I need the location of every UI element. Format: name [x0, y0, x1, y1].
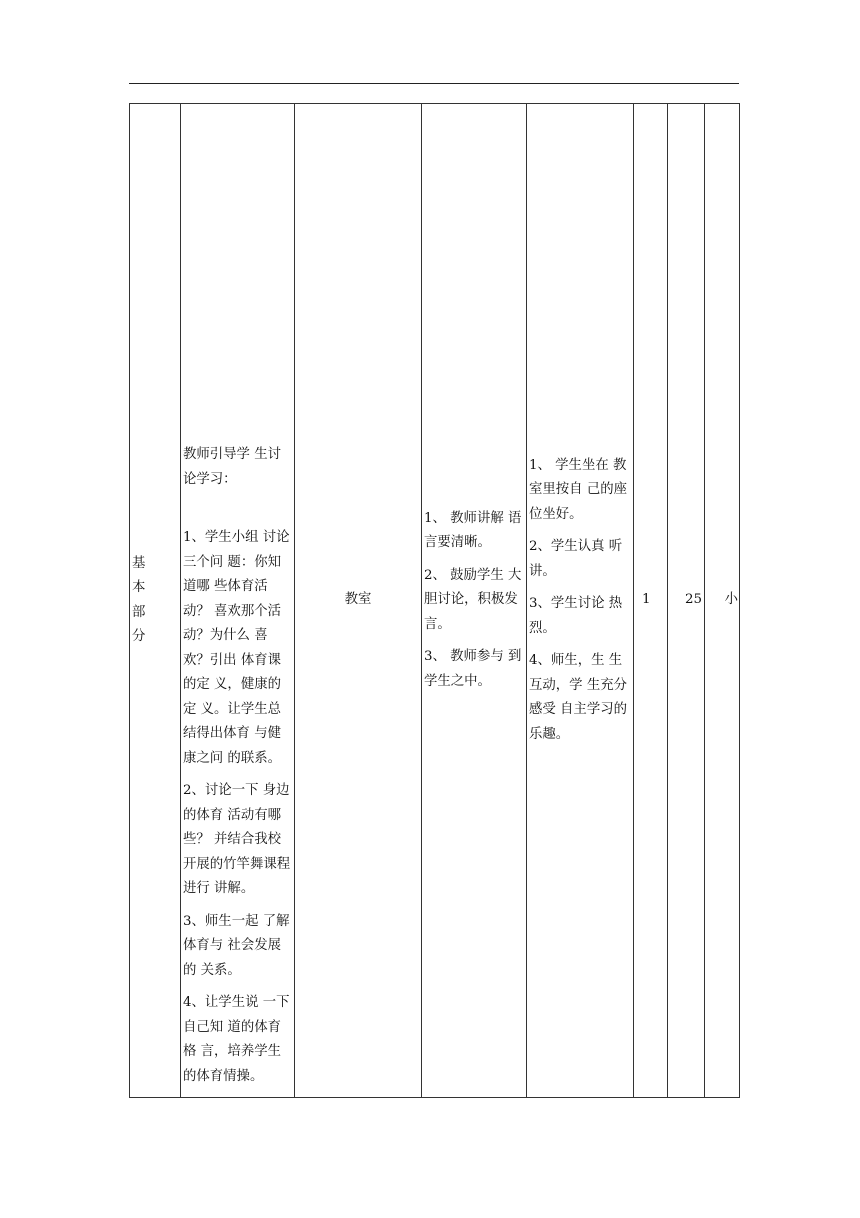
header-rule: [129, 83, 739, 84]
table-row: [130, 104, 740, 1098]
last-column-cell: [705, 104, 740, 1098]
place-cell: [295, 104, 422, 1098]
teacher-activity-item: 2、 鼓励学生 大胆讨论，积极发言。: [424, 567, 522, 632]
teacher-activity-cell: [422, 104, 527, 1098]
place-text: 教室: [344, 592, 372, 608]
teacher-activity-item: 3、 教师参与 到学生之中。: [424, 649, 522, 689]
student-activity-item: 4、师生，生 生互动，学 生充分感受 自主学习的 乐趣。: [529, 653, 627, 742]
content-item: 2、讨论一下 身边的体育 活动有哪些？ 并结合我校 开展的竹竿舞课程进行 讲解。: [183, 783, 291, 896]
last-column-value: 小: [724, 592, 738, 608]
content-item: 4、让学生说 一下自己知 道的体育格 言，培养学生 的体育情操。: [183, 995, 290, 1084]
student-activity-item: 3、学生讨论 热烈。: [529, 596, 623, 636]
student-activity-item: 2、学生认真 听讲。: [529, 539, 623, 579]
minutes-value: 25: [684, 592, 702, 608]
stage-label: 部 分: [132, 604, 154, 644]
content-item: 3、师生一起 了解体育与 社会发展的 关系。: [183, 913, 290, 978]
teacher-activity-item: 1、 教师讲解 语言要清晰。: [424, 510, 522, 551]
count-value: 1: [642, 592, 651, 608]
lesson-plan-table: [129, 103, 740, 1098]
content-item: 1、学生小组 讨论三个问 题：你知道哪 些体育活动？ 喜欢那个活动？为什么 喜欢？引出 体育课的定 义，健康的定 义。让学生总结得出体育 与健康之问 的联系。: [183, 530, 290, 766]
count-cell: [634, 104, 668, 1098]
stage-cell: [130, 104, 181, 1098]
minutes-cell: [668, 104, 705, 1098]
content-cell: [181, 104, 295, 1098]
content-intro: 教师引导学 生讨论学习：: [183, 447, 281, 487]
stage-label: 基 本: [132, 555, 154, 595]
student-activity-item: 1、 学生坐在 教室里按自 己的座位坐好。: [529, 457, 627, 522]
student-activity-cell: [527, 104, 634, 1098]
